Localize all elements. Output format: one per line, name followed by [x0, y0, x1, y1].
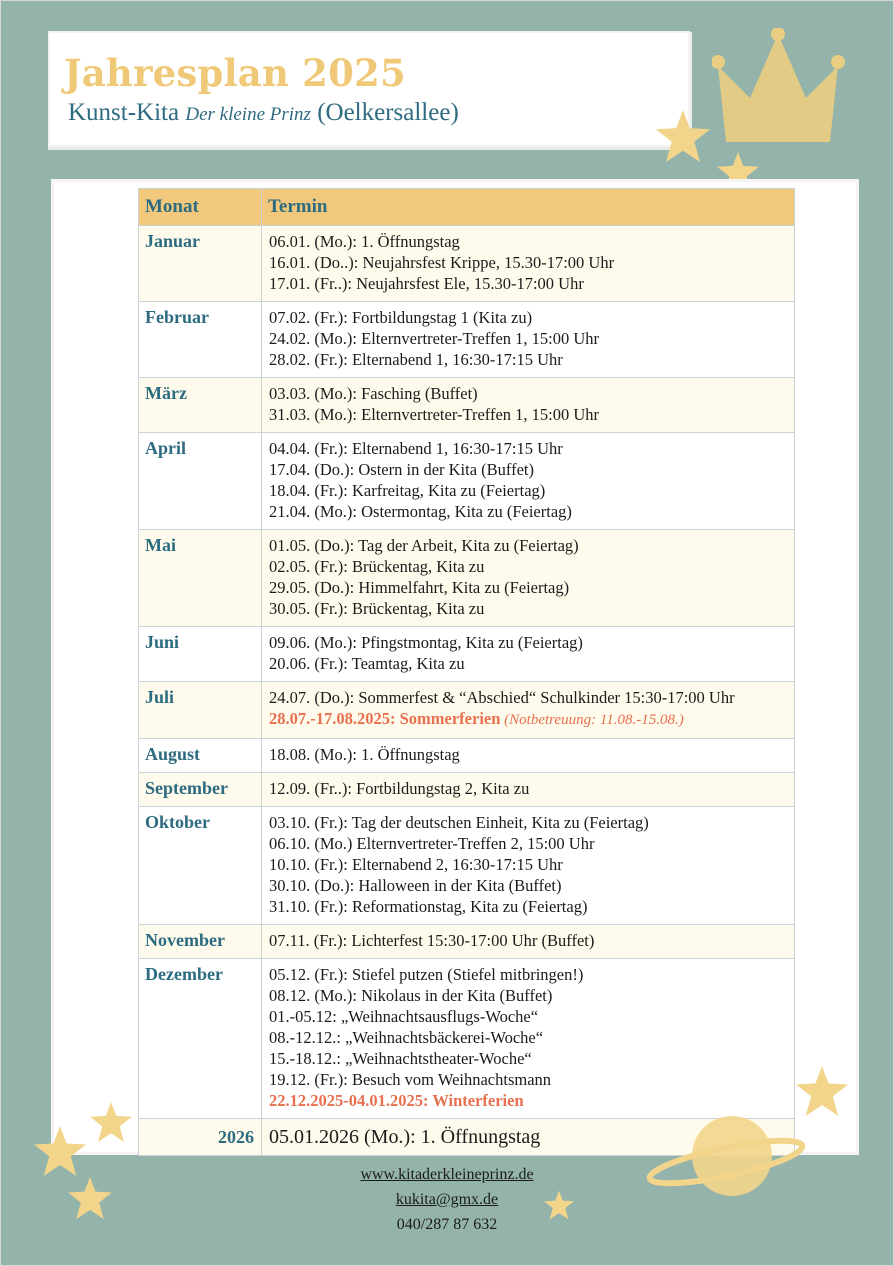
table-row	[139, 302, 795, 378]
month-cell: Dezember	[139, 959, 262, 1119]
table-row	[139, 433, 795, 530]
termin-line: 28.02. (Fr.): Elternabend 1, 16:30-17:15 Uhr	[269, 350, 563, 369]
termin-line: 16.01. (Do..): Neujahrsfest Krippe, 15.30-17:00 Uhr	[269, 253, 615, 272]
termin-cell: 05.01.2026 (Mo.): 1. Öffnungstag	[262, 1119, 795, 1156]
termin-line: 30.10. (Do.): Halloween in der Kita (Buffet)	[269, 876, 562, 895]
subtitle-suffix: (Oelkersallee)	[310, 99, 459, 126]
month-cell: April	[139, 433, 262, 530]
subtitle-prefix: Kunst-Kita	[68, 99, 186, 126]
termin-cell	[262, 807, 795, 925]
holiday-highlight-text: 28.07.-17.08.2025: Sommerferien	[269, 709, 501, 728]
page-title: Jahresplan 2025	[64, 51, 406, 95]
table-header-row	[139, 189, 795, 226]
month-cell: November	[139, 925, 262, 959]
page-subtitle	[68, 99, 459, 127]
termin-line: 21.04. (Mo.): Ostermontag, Kita zu (Feiertag)	[269, 502, 572, 521]
table-row	[139, 226, 795, 302]
termin-line: 30.05. (Fr.): Brückentag, Kita zu	[269, 599, 485, 618]
phone-number: 040/287 87 632	[396, 1216, 498, 1233]
table-row	[139, 925, 795, 959]
termin-line: 18.08. (Mo.): 1. Öffnungstag	[269, 745, 460, 764]
schedule-table	[138, 188, 795, 1156]
termin-line: 20.06. (Fr.): Teamtag, Kita zu	[269, 654, 465, 673]
termin-line: 31.03. (Mo.): Elternvertreter-Treffen 1, 15:00 Uhr	[269, 405, 600, 424]
email-link[interactable]: kukita@gmx.de	[395, 1191, 499, 1208]
planet-icon	[646, 1108, 806, 1204]
month-cell: August	[139, 739, 262, 773]
termin-cell	[262, 226, 795, 302]
title-card	[50, 33, 688, 145]
table-row	[139, 807, 795, 925]
termin-line: 04.04. (Fr.): Elternabend 1, 16:30-17:15 Uhr	[269, 439, 563, 458]
termin-line: 17.04. (Do.): Ostern in der Kita (Buffet)	[269, 460, 535, 479]
holiday-highlight	[269, 708, 787, 731]
termin-line: 06.10. (Mo.) Elternvertreter-Treffen 2, 15:00 Uhr	[269, 834, 595, 853]
column-header-month: Monat	[139, 189, 262, 226]
termin-cell	[262, 682, 795, 739]
termin-line: 07.11. (Fr.): Lichterfest 15:30-17:00 Uhr (Buffet)	[269, 931, 595, 950]
termin-line: 24.02. (Mo.): Elternvertreter-Treffen 1, 15:00 Uhr	[269, 329, 600, 348]
table-row	[139, 959, 795, 1119]
termin-line: 03.03. (Mo.): Fasching (Buffet)	[269, 384, 478, 403]
month-cell: Januar	[139, 226, 262, 302]
month-cell: März	[139, 378, 262, 433]
termin-line: 08.12. (Mo.): Nikolaus in der Kita (Buffet)	[269, 986, 553, 1005]
month-cell: Februar	[139, 302, 262, 378]
star-icon	[90, 1102, 132, 1142]
month-cell: Juli	[139, 682, 262, 739]
website-link[interactable]: www.kitaderkleineprinz.de	[360, 1166, 534, 1183]
column-header-termin: Termin	[262, 189, 795, 226]
termin-cell	[262, 530, 795, 627]
termin-line: 03.10. (Fr.): Tag der deutschen Einheit, Kita zu (Feiertag)	[269, 813, 649, 832]
holiday-highlight: 22.12.2025-04.01.2025: Winterferien	[269, 1091, 524, 1110]
schedule-card	[54, 182, 856, 1152]
table-row	[139, 530, 795, 627]
month-cell: September	[139, 773, 262, 807]
table-row	[139, 682, 795, 739]
termin-line: 06.01. (Mo.): 1. Öffnungstag	[269, 232, 460, 251]
termin-cell	[262, 959, 795, 1119]
year-cell: 2026	[139, 1119, 262, 1156]
termin-cell	[262, 433, 795, 530]
termin-line: 08.-12.12.: „Weihnachtsbäckerei-Woche“	[269, 1028, 544, 1047]
month-cell: Oktober	[139, 807, 262, 925]
termin-cell	[262, 773, 795, 807]
table-row	[139, 739, 795, 773]
termin-line: 24.07. (Do.): Sommerfest & “Abschied“ Schulkinder 15:30-17:00 Uhr	[269, 688, 735, 707]
month-cell: Juni	[139, 627, 262, 682]
termin-line: 29.05. (Do.): Himmelfahrt, Kita zu (Feiertag)	[269, 578, 570, 597]
termin-line: 19.12. (Fr.): Besuch vom Weihnachtsmann	[269, 1070, 552, 1089]
termin-line: 01.-05.12: „Weihnachtsausflugs-Woche“	[269, 1007, 539, 1026]
subtitle-script: Der kleine Prinz	[185, 104, 311, 125]
termin-line: 09.06. (Mo.): Pfingstmontag, Kita zu (Feiertag)	[269, 633, 583, 652]
termin-cell	[262, 378, 795, 433]
termin-line: 12.09. (Fr..): Fortbildungstag 2, Kita zu	[269, 779, 530, 798]
termin-line: 01.05. (Do.): Tag der Arbeit, Kita zu (Feiertag)	[269, 536, 579, 555]
table-row	[139, 627, 795, 682]
termin-line: 31.10. (Fr.): Reformationstag, Kita zu (Feiertag)	[269, 897, 588, 916]
month-cell: Mai	[139, 530, 262, 627]
termin-line: 17.01. (Fr..): Neujahrsfest Ele, 15.30-17:00 Uhr	[269, 274, 584, 293]
termin-line: 07.02. (Fr.): Fortbildungstag 1 (Kita zu)	[269, 308, 533, 327]
termin-line: 10.10. (Fr.): Elternabend 2, 16:30-17:15 Uhr	[269, 855, 563, 874]
holiday-note: (Notbetreuung: 11.08.-15.08.)	[500, 712, 684, 728]
termin-line: 02.05. (Fr.): Brückentag, Kita zu	[269, 557, 485, 576]
table-row	[139, 773, 795, 807]
termin-cell	[262, 925, 795, 959]
termin-cell	[262, 739, 795, 773]
star-icon	[655, 110, 711, 162]
termin-line: 15.-18.12.: „Weihnachtstheater-Woche“	[269, 1049, 532, 1068]
crown-icon	[712, 28, 846, 146]
termin-line: 18.04. (Fr.): Karfreitag, Kita zu (Feiertag)	[269, 481, 546, 500]
termin-line: 05.12. (Fr.): Stiefel putzen (Stiefel mitbringen!)	[269, 965, 584, 984]
termin-cell	[262, 302, 795, 378]
table-row	[139, 378, 795, 433]
termin-cell	[262, 627, 795, 682]
